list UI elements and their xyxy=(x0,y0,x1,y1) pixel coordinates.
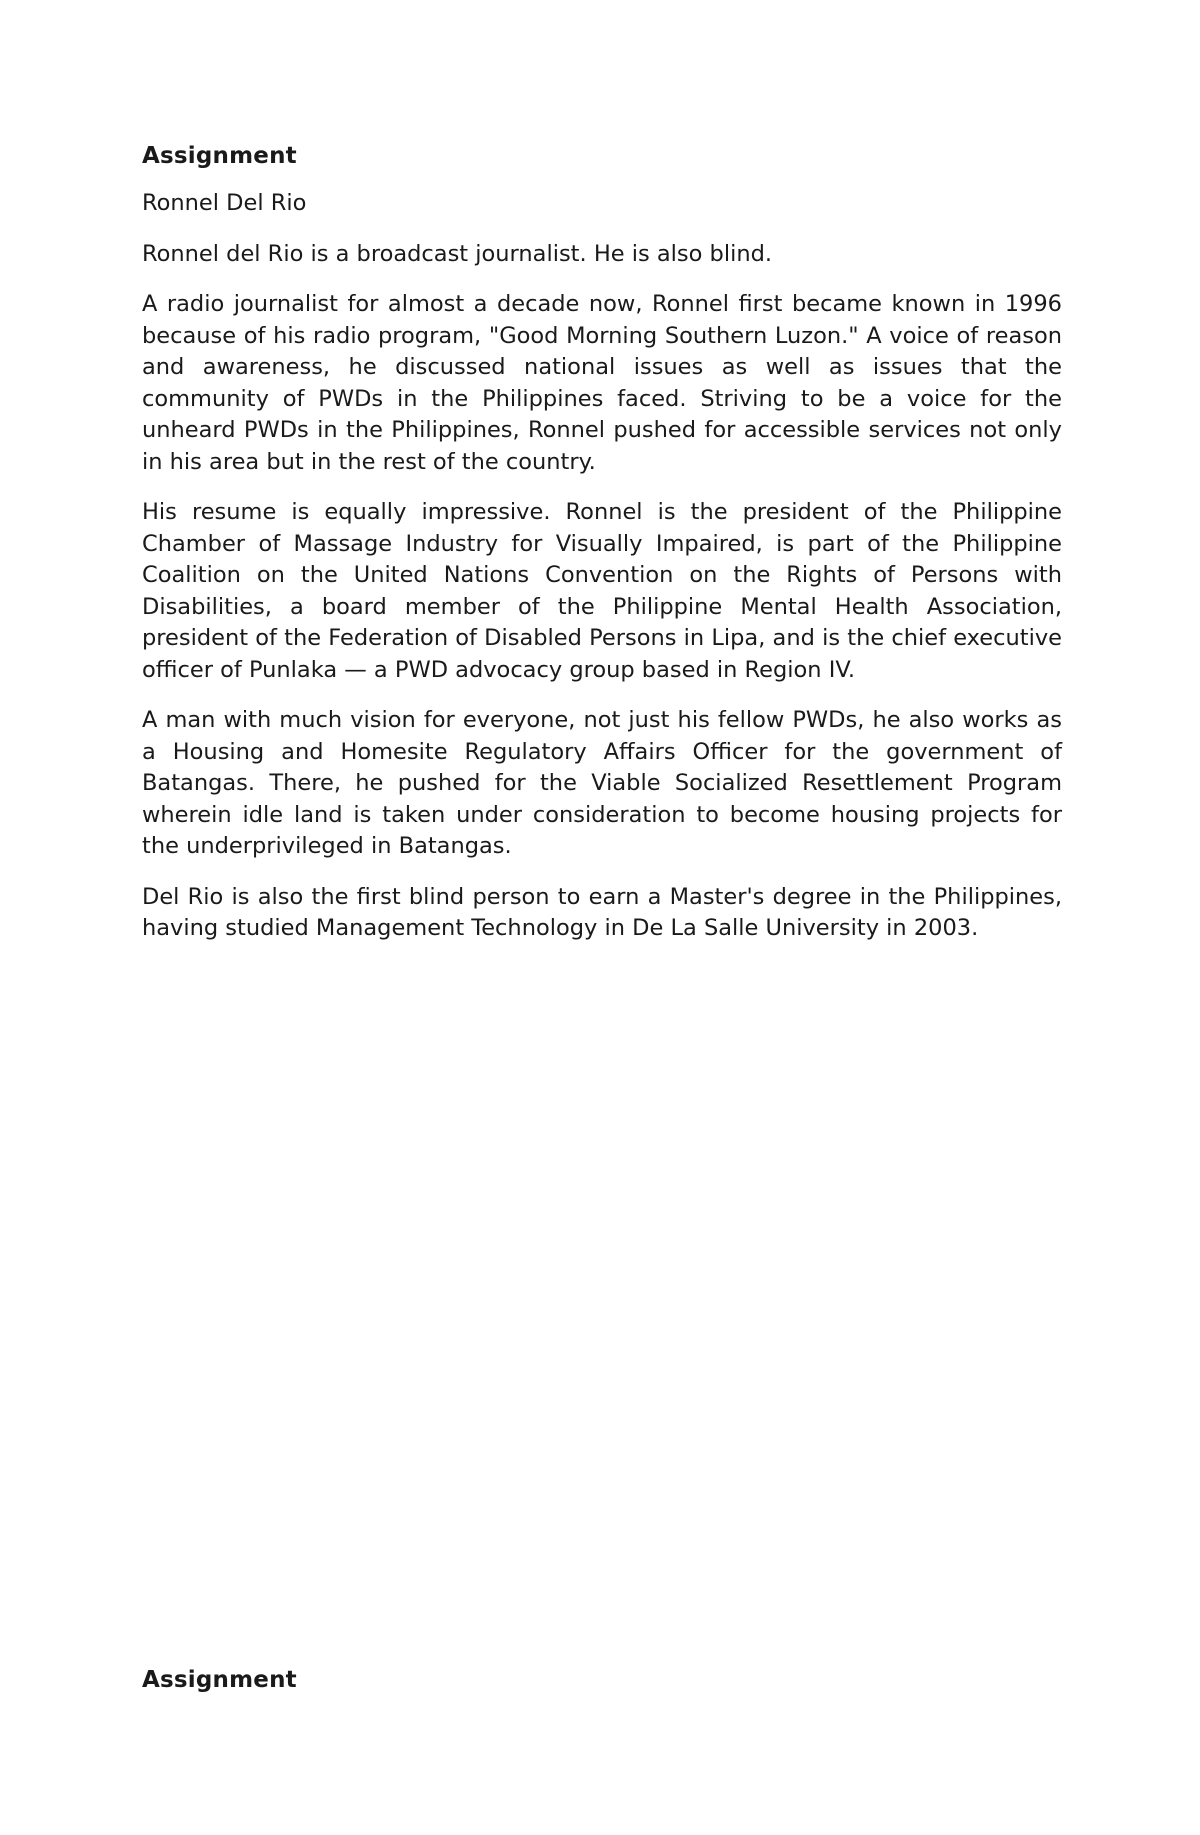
paragraph-intro: Ronnel del Rio is a broadcast journalist. He is also blind. xyxy=(142,240,773,267)
paragraph-masters-degree: Del Rio is also the first blind person to earn a Master's degree in the Philippines, having studied Management Technology in De La Salle University in 2003. xyxy=(142,883,1062,941)
subject-name: Ronnel Del Rio xyxy=(142,190,307,216)
paragraph-resume: His resume is equally impressive. Ronnel is the president of the Philippine Chamber of Massage Industry for Visually Impaired, is part of the Philippine Coalition on the United Nations Convention on the Rights of Persons with Disabilities, a board member of the Philippine Mental Health Association, president of the Federation of Disabled Persons in Lipa, and is the chief executive officer of Punlaka — a PWD advocacy group based in Region IV. xyxy=(142,499,1062,683)
paragraph-radio-career: A radio journalist for almost a decade now, Ronnel first became known in 1996 because of his radio program, "Good Morning Southern Luzon." A voice of reason and awareness, he discussed national issues as well as issues that the community of PWDs in the Philippines faced. Striving to be a voice for the unheard PWDs in the Philippines, Ronnel pushed for accessible services not only in his area but in the rest of the country. xyxy=(142,291,1062,475)
document-body xyxy=(142,140,1062,964)
next-page-heading: Assignment xyxy=(142,1667,297,1693)
document-heading: Assignment xyxy=(142,143,297,169)
paragraph-housing-work: A man with much vision for everyone, not just his fellow PWDs, he also works as a Housing and Homesite Regulatory Affairs Officer for the government of Batangas. There, he pushed for the Viable Socialized Resettlement Program wherein idle land is taken under consideration to become housing projects for the underprivileged in Batangas. xyxy=(142,707,1062,859)
